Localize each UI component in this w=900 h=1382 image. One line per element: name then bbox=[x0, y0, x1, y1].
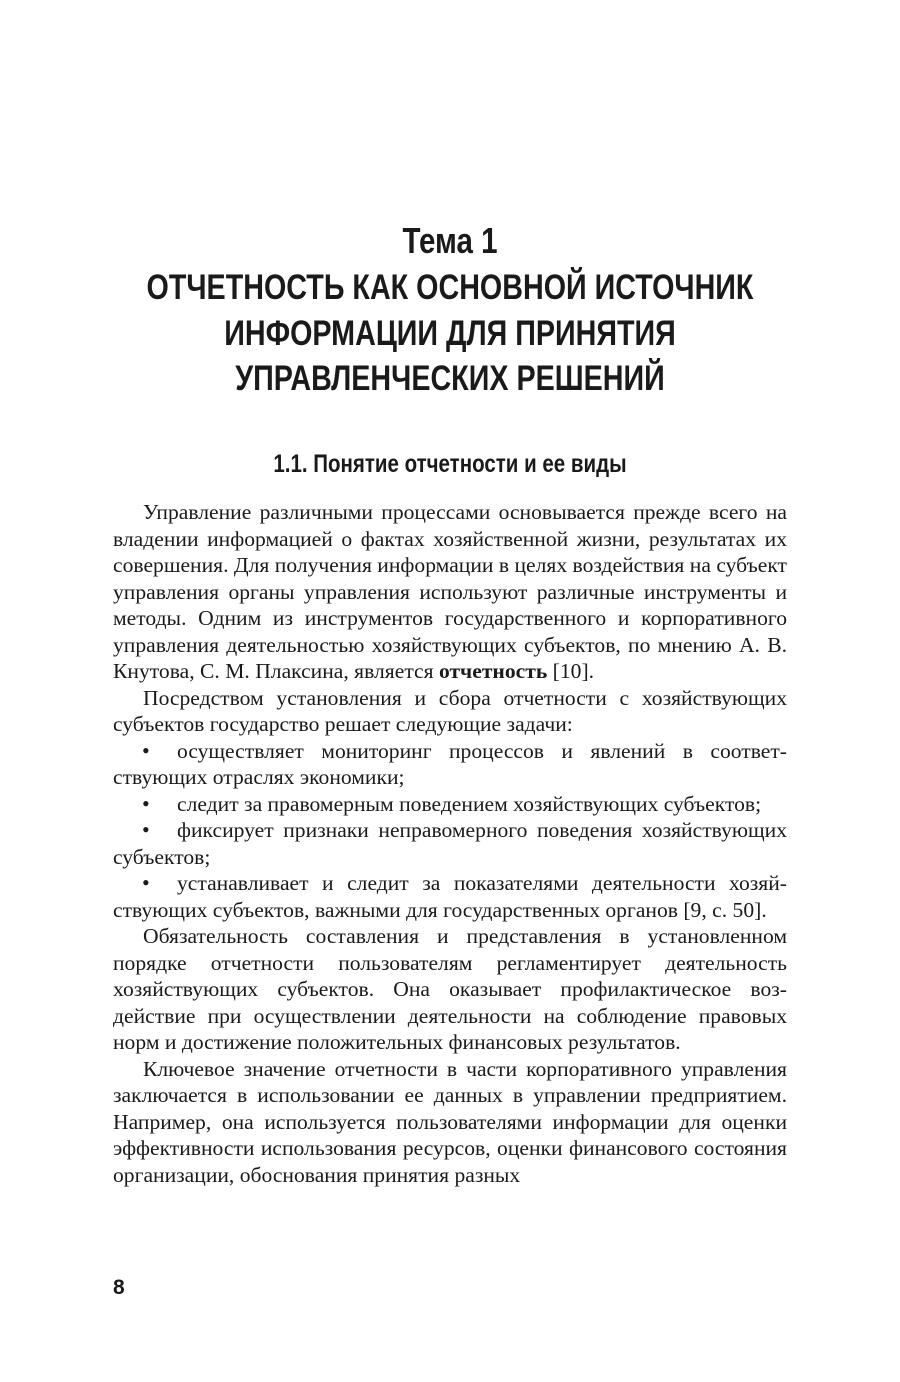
list-item: • фиксирует признаки неправомерного поведения хозяйствующих субъектов; bbox=[113, 817, 787, 870]
paragraph-text: [10]. bbox=[547, 659, 595, 683]
body-text bbox=[113, 499, 787, 1188]
page-number: 8 bbox=[113, 1276, 125, 1299]
paragraph bbox=[113, 499, 787, 685]
list-item: • осуществляет мониторинг процессов и явлений в соответствующих отраслях экономики; bbox=[113, 738, 787, 791]
list-item: • следит за правомерным поведением хозяйствующих субъектов; bbox=[113, 791, 787, 818]
chapter-title-line: ОТЧЕТНОСТЬ КАК ОСНОВНОЙ ИСТОЧНИК bbox=[146, 268, 754, 307]
chapter-title-line: ИНФОРМАЦИИ ДЛЯ ПРИНЯТИЯ bbox=[224, 313, 676, 353]
chapter-title bbox=[81, 265, 819, 402]
paragraph: Посредством установления и сбора отчетности с хозяйствующих субъектов государство решает следующие задачи: bbox=[113, 685, 787, 736]
bold-term: отчетность bbox=[438, 659, 548, 683]
topic-title: Тема 1 bbox=[402, 220, 498, 261]
section-title: 1.1. Понятие отчетности и ее виды bbox=[273, 450, 627, 478]
list-item: • устанавливает и следит за показателями деятельности хозяйствующих субъектов, важными для государственных органов [9, с. 50]. bbox=[113, 870, 787, 923]
paragraph: Обязательность составления и представления в установленном порядке отчетности пользователям регламентирует деятельность хозяйствующих субъектов. Она оказывает профилактическое воздействие при осуществлении деятельности на соблюдение правовых норм и достижение положительных финансовых результатов. bbox=[113, 924, 787, 1054]
bullet-list bbox=[113, 738, 787, 924]
paragraph: Ключевое значение отчетности в части корпоративного управления заключается в использовании ее данных в управлении предприятием. Например, она используется пользователями информации для оценки эффективности использования ресурсов, оценки финансового состояния организации, обоснования принятия разных bbox=[113, 1056, 787, 1187]
paragraph-text: Управление различными процессами основывается прежде всего на владении информацией о фактах хозяйственной жизни, результатах их совершения. Для получения информации в целях воздействия на субъект управления органы управления используют различные инструменты и методы. Одним из инструментов государственного и корпоративного управления деятельностью хозяйствующих субъектов, по мнению А. В. Кнутова, С. М. Плаксина, является bbox=[113, 500, 787, 683]
chapter-title-line: УПРАВЛЕНЧЕСКИХ РЕШЕНИЙ bbox=[235, 359, 665, 398]
